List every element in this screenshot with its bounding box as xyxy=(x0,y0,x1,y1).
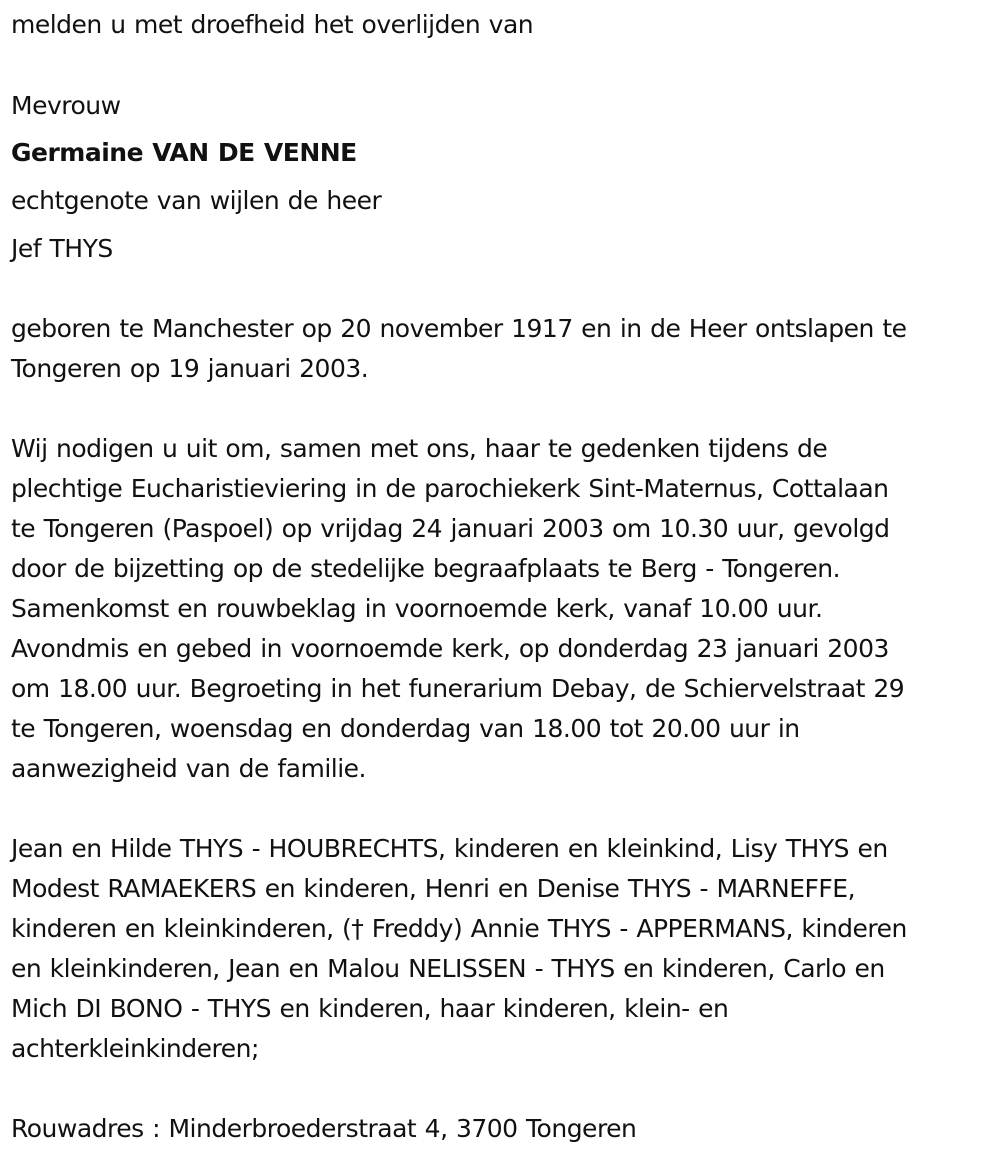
intro-line: melden u met droefheid het overlijden van xyxy=(11,10,534,39)
invitation-line: aanwezigheid van de familie. xyxy=(11,754,366,783)
invitation-line: om 18.00 uur. Begroeting in het funerarium Debay, de Schiervelstraat 29 xyxy=(11,674,905,703)
birth-death-paragraph xyxy=(11,309,907,389)
mourning-address: Rouwadres : Minderbroederstraat 4, 3700 Tongeren xyxy=(11,1114,637,1143)
invitation-line: Wij nodigen u uit om, samen met ons, haar te gedenken tijdens de xyxy=(11,434,828,463)
invitation-paragraph xyxy=(11,429,904,789)
invitation-line: Avondmis en gebed in voornoemde kerk, op donderdag 23 januari 2003 xyxy=(11,634,889,663)
family-line: kinderen en kleinkinderen, († Freddy) Annie THYS - APPERMANS, kinderen xyxy=(11,914,907,943)
invitation-line: te Tongeren, woensdag en donderdag van 18.00 tot 20.00 uur in xyxy=(11,714,800,743)
birth-death-line: Tongeren op 19 januari 2003. xyxy=(11,354,369,383)
deceased-name: Germaine VAN DE VENNE xyxy=(11,138,357,167)
family-line: en kleinkinderen, Jean en Malou NELISSEN - THYS en kinderen, Carlo en xyxy=(11,954,885,983)
spouse-name: Jef THYS xyxy=(11,234,113,263)
family-line: Jean en Hilde THYS - HOUBRECHTS, kinderen en kleinkind, Lisy THYS en xyxy=(11,834,888,863)
invitation-line: door de bijzetting op de stedelijke begraafplaats te Berg - Tongeren. xyxy=(11,554,841,583)
birth-death-line: geboren te Manchester op 20 november 1917 en in de Heer ontslapen te xyxy=(11,314,907,343)
honorific: Mevrouw xyxy=(11,91,121,120)
invitation-line: te Tongeren (Paspoel) op vrijdag 24 januari 2003 om 10.30 uur, gevolgd xyxy=(11,514,890,543)
family-paragraph xyxy=(11,829,907,1069)
invitation-line: Samenkomst en rouwbeklag in voornoemde kerk, vanaf 10.00 uur. xyxy=(11,594,823,623)
family-line: Mich DI BONO - THYS en kinderen, haar kinderen, klein- en xyxy=(11,994,729,1023)
invitation-line: plechtige Eucharistieviering in de parochiekerk Sint-Maternus, Cottalaan xyxy=(11,474,889,503)
family-line: Modest RAMAEKERS en kinderen, Henri en Denise THYS - MARNEFFE, xyxy=(11,874,856,903)
family-line: achterkleinkinderen; xyxy=(11,1034,259,1063)
spouse-relation: echtgenote van wijlen de heer xyxy=(11,186,382,215)
